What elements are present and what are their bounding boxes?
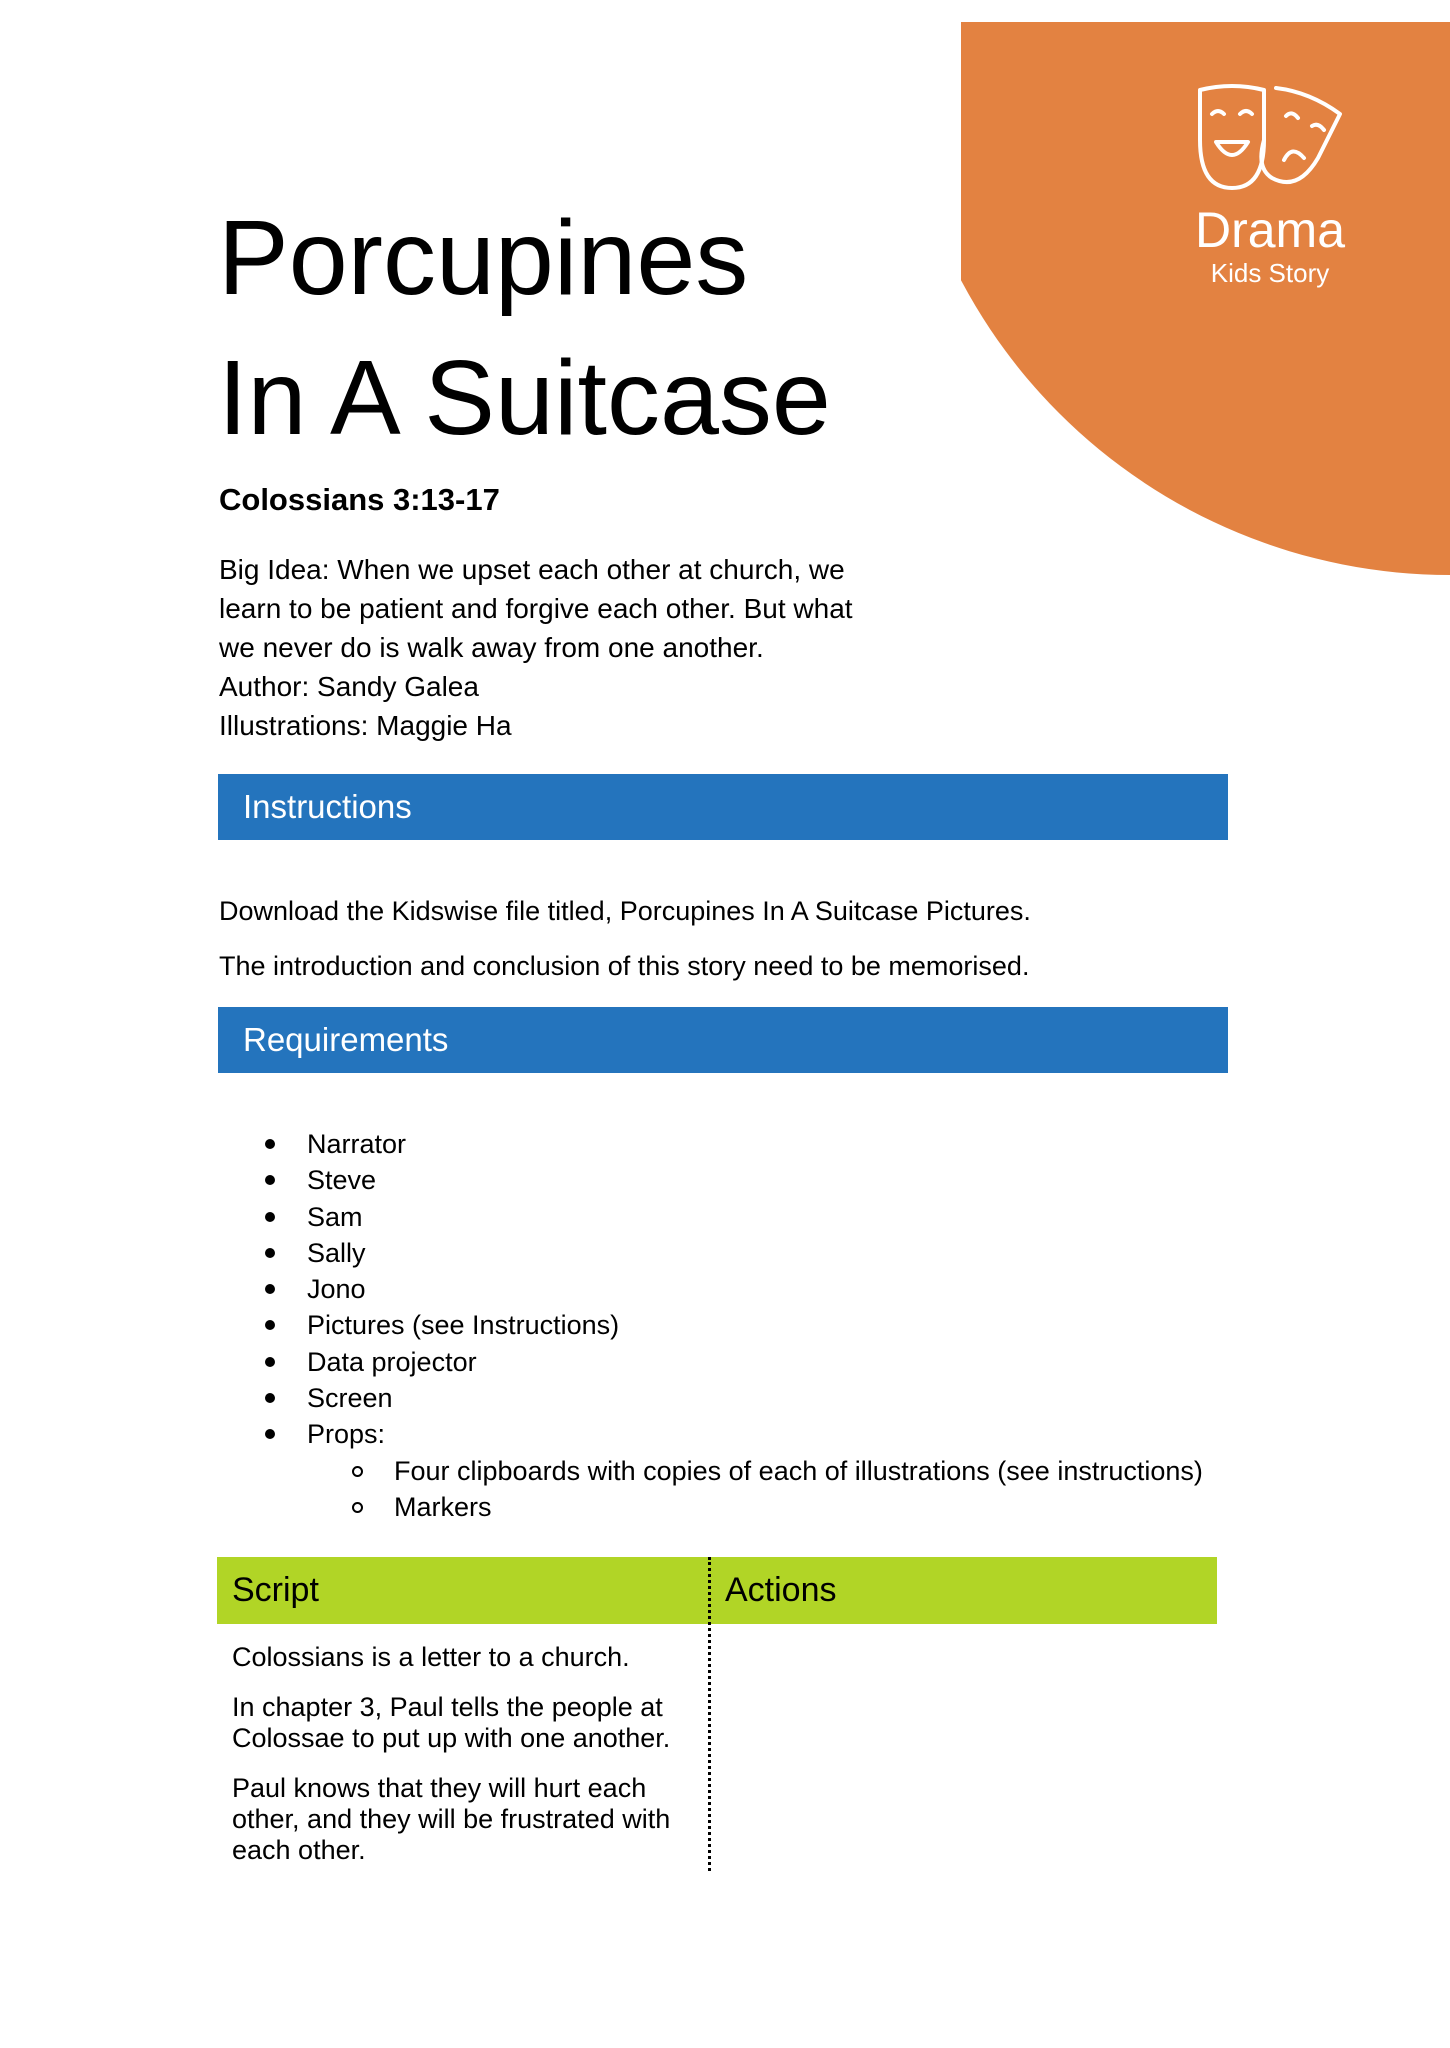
instructions-heading: Instructions: [218, 774, 1228, 840]
list-item: Data projector: [262, 1344, 1203, 1380]
badge-subtitle: Kids Story: [1210, 258, 1330, 288]
list-item: Props:: [262, 1416, 1203, 1452]
sub-list-item: Markers: [349, 1489, 1203, 1525]
intro-line: Big Idea: When we upset each other at church, we: [219, 554, 845, 585]
instructions-paragraph: Download the Kidswise file titled, Porcupines In A Suitcase Pictures.: [219, 896, 1031, 926]
page-title: [218, 188, 831, 468]
sub-list-item: Four clipboards with copies of each of illustrations (see instructions): [349, 1453, 1203, 1489]
list-item: Pictures (see Instructions): [262, 1307, 1203, 1343]
actions-column-header: Actions: [725, 1571, 837, 1609]
badge-title: Drama: [1194, 202, 1346, 258]
script-line: In chapter 3, Paul tells the people at Colossae to put up with one another.: [232, 1692, 671, 1753]
intro-block: [219, 550, 959, 745]
list-item: Narrator: [262, 1126, 1203, 1162]
illustrator-line: Illustrations: Maggie Ha: [219, 710, 512, 741]
theatre-masks-icon: [1180, 80, 1360, 200]
requirements-heading: Requirements: [218, 1007, 1228, 1073]
bible-verse: Colossians 3:13-17: [219, 482, 500, 517]
script-column-header: Script: [232, 1571, 319, 1609]
intro-line: we never do is walk away from one another.: [219, 632, 764, 663]
column-divider: [708, 1557, 711, 1871]
list-item: Jono: [262, 1271, 1203, 1307]
title-line-2: In A Suitcase: [218, 339, 831, 457]
requirements-list: [262, 1126, 1203, 1525]
list-item: Sally: [262, 1235, 1203, 1271]
list-item: Sam: [262, 1199, 1203, 1235]
author-line: Author: Sandy Galea: [219, 671, 479, 702]
list-item: Steve: [262, 1162, 1203, 1198]
script-line: Paul knows that they will hurt each other, and they will be frustrated with each other.: [232, 1773, 671, 1865]
drama-badge: [1150, 80, 1390, 288]
script-column: [232, 1642, 692, 1885]
script-line: Colossians is a letter to a church.: [232, 1642, 630, 1672]
title-line-1: Porcupines: [218, 199, 749, 317]
script-table-header: [217, 1557, 1217, 1624]
list-item: Screen: [262, 1380, 1203, 1416]
instructions-paragraph: The introduction and conclusion of this story need to be memorised.: [219, 951, 1030, 981]
intro-line: learn to be patient and forgive each other. But what: [219, 593, 853, 624]
